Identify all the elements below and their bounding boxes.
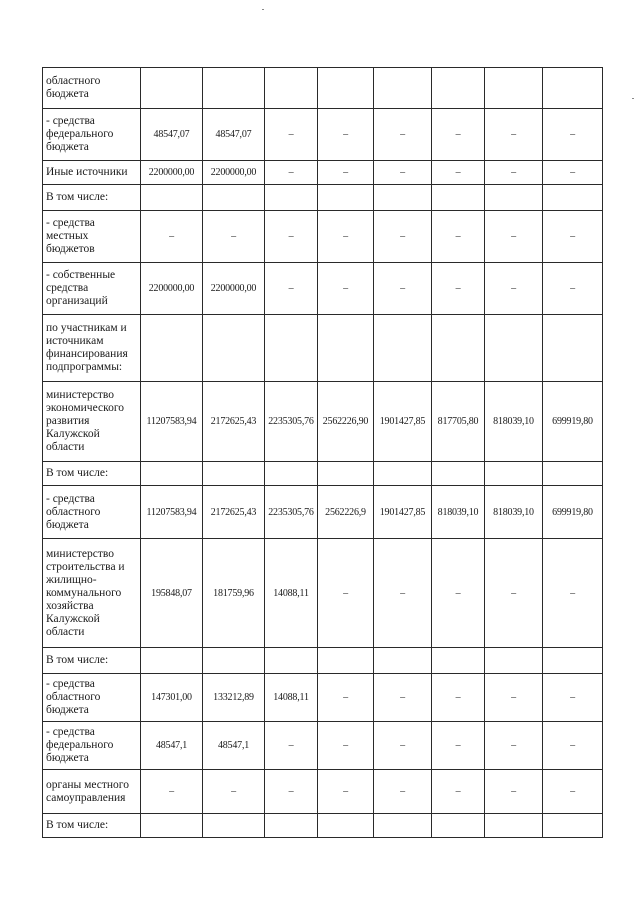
table-cell: 817705,80 [432,382,485,462]
table-cell [318,648,374,674]
table-cell [432,68,485,109]
table-cell [203,462,265,486]
table-cell [318,462,374,486]
table-row [43,109,603,161]
table-cell [141,462,203,486]
table-cell: – [203,211,265,263]
table-cell [265,462,318,486]
table-cell: – [543,263,603,315]
table-cell [485,814,543,838]
table-cell: – [485,161,543,185]
scan-speck-right [632,98,634,99]
table-cell: 818039,10 [485,486,543,539]
table-cell: 699919,80 [543,486,603,539]
row-label: В том числе: [43,185,141,211]
table-cell [374,814,432,838]
table-cell [543,315,603,382]
table-cell: – [485,674,543,722]
table-cell: – [374,211,432,263]
table-cell: – [374,109,432,161]
table-row [43,770,603,814]
table-cell [485,648,543,674]
table-cell [485,462,543,486]
table-cell: – [318,161,374,185]
table-row [43,263,603,315]
table-row [43,382,603,462]
table-cell: 1901427,85 [374,382,432,462]
table-cell: 48547,1 [203,722,265,770]
table-cell: 2200000,00 [203,161,265,185]
table-row [43,674,603,722]
row-label: областного бюджета [43,68,141,109]
row-label: министерство экономического развития Калужской области [43,382,141,462]
table-cell: – [432,674,485,722]
table-cell: – [432,161,485,185]
row-label: Иные источники [43,161,141,185]
row-label: В том числе: [43,462,141,486]
table-cell: – [318,263,374,315]
table-cell: – [203,770,265,814]
table-cell [203,648,265,674]
table-cell [141,68,203,109]
table-cell: – [265,211,318,263]
table-cell [318,315,374,382]
table-row [43,315,603,382]
table-cell: – [374,770,432,814]
table-cell: 11207583,94 [141,382,203,462]
table-cell: 14088,11 [265,674,318,722]
table-cell: – [543,539,603,648]
table-cell [374,462,432,486]
table-cell: – [318,211,374,263]
table-cell: 2235305,76 [265,382,318,462]
table-cell: – [432,211,485,263]
table-cell [485,185,543,211]
row-label: - собственные средства организаций [43,263,141,315]
table-cell: – [265,161,318,185]
table-cell: 48547,07 [203,109,265,161]
table-cell [265,648,318,674]
table-cell [374,315,432,382]
table-cell: – [141,770,203,814]
table-cell: 2200000,00 [203,263,265,315]
table-cell [141,814,203,838]
table-cell: 1901427,85 [374,486,432,539]
table-cell: – [141,211,203,263]
table-cell: – [265,263,318,315]
table-cell [265,185,318,211]
table-cell: 818039,10 [485,382,543,462]
table-cell: – [543,161,603,185]
table-cell: – [318,109,374,161]
table-cell: – [432,539,485,648]
table-cell: – [318,539,374,648]
table-cell: – [543,211,603,263]
table-cell: – [265,109,318,161]
table-cell: 2200000,00 [141,263,203,315]
row-label: по участникам и источникам финансирования подпрограммы: [43,315,141,382]
table-cell: 2235305,76 [265,486,318,539]
table-cell: – [543,674,603,722]
table-row [43,486,603,539]
table-cell [432,315,485,382]
table-cell: 2562226,9 [318,486,374,539]
table-cell [203,185,265,211]
table-cell: – [485,263,543,315]
table-cell [485,315,543,382]
table-cell: 48547,1 [141,722,203,770]
table-row [43,462,603,486]
table-cell: – [265,770,318,814]
table-cell [318,814,374,838]
table-cell: – [543,109,603,161]
table-cell [432,814,485,838]
table-cell: – [374,539,432,648]
table-cell: 2172625,43 [203,486,265,539]
table-cell [318,68,374,109]
table-cell [265,814,318,838]
table-cell: – [485,722,543,770]
table-cell: 147301,00 [141,674,203,722]
table-cell [203,315,265,382]
table-cell: 2562226,90 [318,382,374,462]
table-cell: – [543,770,603,814]
table-row [43,648,603,674]
table-cell: – [485,539,543,648]
table-cell: 818039,10 [432,486,485,539]
table-cell: 2172625,43 [203,382,265,462]
table-cell: – [374,161,432,185]
table-cell: – [432,770,485,814]
table-cell [485,68,543,109]
table-cell [141,185,203,211]
table-cell: 11207583,94 [141,486,203,539]
table-cell: – [485,211,543,263]
table-cell [141,315,203,382]
table-cell [374,185,432,211]
table-cell [543,185,603,211]
table-cell [432,648,485,674]
table-row [43,68,603,109]
table-cell: 195848,07 [141,539,203,648]
row-label: - средства областного бюджета [43,486,141,539]
table-cell [265,68,318,109]
table-cell: 2200000,00 [141,161,203,185]
table-row [43,211,603,263]
table-cell: – [485,109,543,161]
table-row [43,814,603,838]
scan-speck-top [262,9,264,10]
table-cell: – [432,109,485,161]
row-label: органы местного самоуправления [43,770,141,814]
table-cell: – [374,263,432,315]
table-row [43,161,603,185]
row-label: В том числе: [43,814,141,838]
row-label: - средства областного бюджета [43,674,141,722]
table-cell: – [318,770,374,814]
budget-table [42,67,603,838]
table-cell [203,814,265,838]
table-cell [432,462,485,486]
table-cell [374,68,432,109]
table-cell: 133212,89 [203,674,265,722]
table-cell: – [374,674,432,722]
table-cell: – [432,263,485,315]
table-cell: – [374,722,432,770]
table-cell: 48547,07 [141,109,203,161]
table-cell: – [318,722,374,770]
table-cell [543,68,603,109]
table-row [43,539,603,648]
table-cell: – [318,674,374,722]
table-cell: – [485,770,543,814]
table-cell [543,814,603,838]
row-label: - средства федерального бюджета [43,722,141,770]
table-cell: – [432,722,485,770]
row-label: В том числе: [43,648,141,674]
table-cell: 699919,80 [543,382,603,462]
table-cell [432,185,485,211]
table-row [43,185,603,211]
table-cell: 181759,96 [203,539,265,648]
table-cell [543,462,603,486]
table-body [43,68,603,838]
row-label: министерство строительства и жилищно-коммунального хозяйства Калужской области [43,539,141,648]
row-label: - средства федерального бюджета [43,109,141,161]
table-cell: 14088,11 [265,539,318,648]
table-cell [203,68,265,109]
table-cell [141,648,203,674]
table-cell: – [265,722,318,770]
table-cell: – [543,722,603,770]
table-cell [318,185,374,211]
table-cell [543,648,603,674]
table-row [43,722,603,770]
row-label: - средства местных бюджетов [43,211,141,263]
table-cell [374,648,432,674]
table-cell [265,315,318,382]
